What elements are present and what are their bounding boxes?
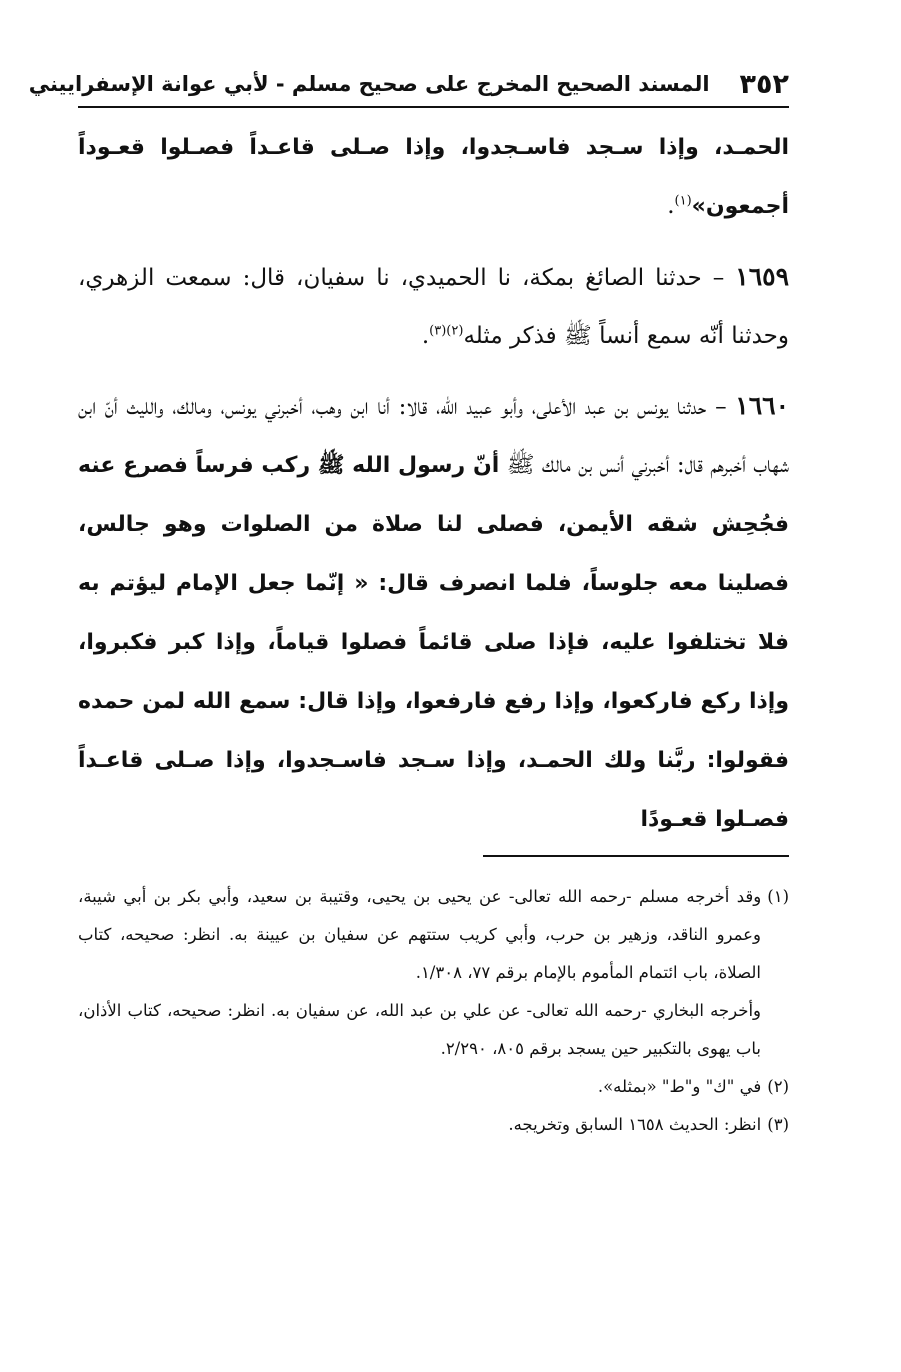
footnote-text: وأخرجه البخاري -رحمه الله تعالى- عن علي بن عبد الله، عن سفيان به. انظر: صحيحه، كتاب الأذان، باب يهوى بالتكبير حين يسجد برقم ٨٠٥، ٢/٢٩٠.	[78, 1001, 761, 1058]
header-rule	[78, 106, 789, 108]
page-number: ٣٥٢	[739, 68, 789, 100]
footnote-separator	[483, 855, 789, 857]
continuation-end: .	[667, 193, 675, 219]
footnote-1	[78, 878, 789, 992]
footnotes	[78, 878, 789, 1144]
continuation-paragraph	[78, 118, 789, 236]
footnote-1-continued	[78, 992, 789, 1068]
continuation-text: الحمـد، وإذا سـجد فاسـجدوا، وإذا صـلى قاعـداً فصـلوا قعـوداً أجمعون»	[78, 135, 789, 219]
footnote-2	[78, 1068, 789, 1106]
footnote-text: انظر: الحديث ١٦٥٨ السابق وتخريجه.	[508, 1115, 762, 1134]
footnote-number: (٣)	[767, 1115, 789, 1134]
footnote-3	[78, 1106, 789, 1144]
footnote-marker: (١)	[674, 193, 692, 209]
main-text	[78, 118, 789, 861]
hadith-isnad: – حدثنا الصائغ بمكة، نا الحميدي، نا سفيان، قال: سمعت الزهري، وحدثنا أنّه سمع أنساً ﷺ فذكر مثله	[78, 265, 789, 349]
hadith-number: ١٦٥٩	[735, 262, 789, 291]
footnote-text: وقد أخرجه مسلم -رحمه الله تعالى- عن يحيى بن يحيى، وقتيبة بن سعيد، وأبي بكر بن أبي شيبة، وعمرو الناقد، وزهير بن حرب، وأبي كريب ستتهم عن سفيان بن عيينة به. انظر: صحيحه، كتاب الصلاة، باب ائتمام المأموم بالإمام برقم ٧٧، ١/٣٠٨.	[78, 887, 762, 982]
footnote-number: (١)	[767, 887, 789, 906]
hadith-isnad: – حدثنا يونس بن عبد الأعلى، وأبو عبيد الله، قالا: أنا ابن وهب، أخبرني يونس، ومالك، والليث أنّ ابن شهاب أخبرهم قال: أخبرني أنس بن مالك ﷺ	[78, 394, 789, 478]
footnote-marker: (٢)(٣)	[429, 323, 464, 339]
running-header	[28, 64, 789, 104]
hadith-number: ١٦٦٠	[735, 391, 790, 420]
hadith-1659	[78, 248, 789, 365]
footnote-number: (٢)	[767, 1077, 789, 1096]
hadith-end: .	[421, 323, 430, 349]
footnote-text: في "ك" و"ط" «بمثله».	[597, 1077, 762, 1096]
hadith-matn: أنّ رسول الله ﷺ ركب فرساً فصرع عنه فجُحِش شقه الأيمن، فصلى لنا صلاة من الصلوات وهو جالس، فصلينا معه جلوساً، فلما انصرف قال: « إنّما جعل الإمام ليؤتم به فلا تختلفوا عليه، فإذا صلى قائماً فصلوا قياماً، وإذا كبر فكبروا، وإذا ركع فاركعوا، وإذا رفع فارفعوا، وإذا قال: سمع الله لمن حمده فقولوا: ربَّنا ولك الحمـد، وإذا سـجد فاسـجدوا، وإذا صـلى قاعـداً فصـلوا قعـودًا	[78, 453, 789, 832]
running-title: المسند الصحيح المخرج على صحيح مسلم - لأبي عوانة الإسفراييني	[28, 72, 710, 96]
hadith-1660	[78, 377, 789, 849]
